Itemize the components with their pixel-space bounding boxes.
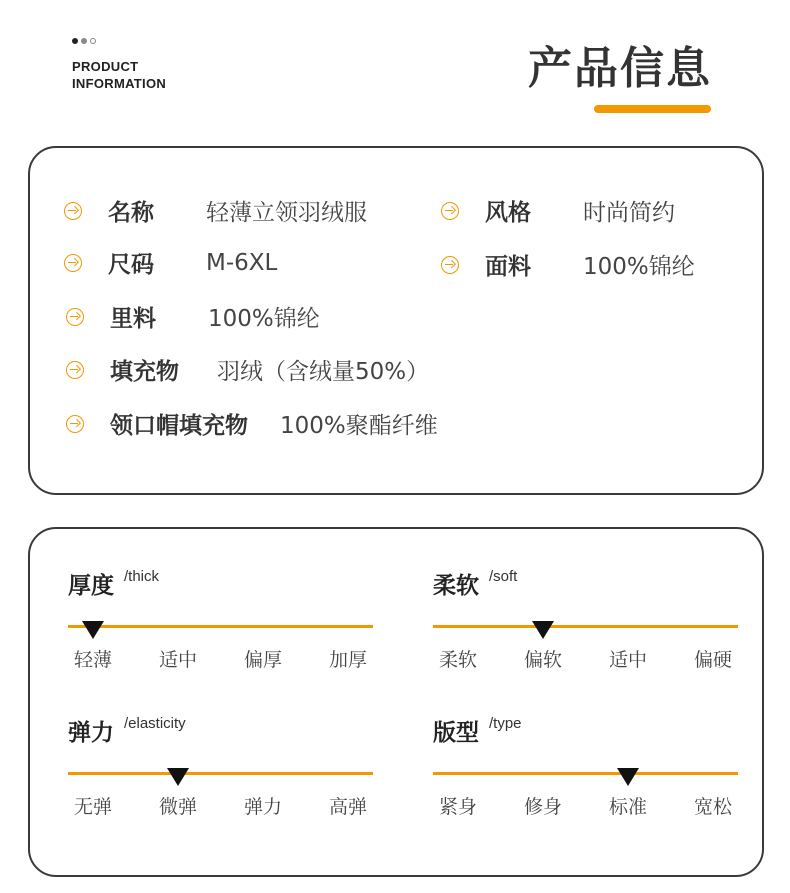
info-value: M-6XL: [206, 249, 278, 276]
info-value: 100%锦纶: [583, 254, 695, 280]
info-row-collar-filling: [66, 407, 438, 440]
arrow-right-circle-icon: [66, 361, 84, 379]
scale-subtitle: /thick: [124, 568, 160, 585]
dot-icon: [72, 38, 78, 44]
info-value: 时尚简约: [583, 200, 675, 226]
info-row-fabric: [441, 248, 695, 281]
scale-line: [68, 772, 373, 775]
product-info-card: [28, 146, 764, 495]
english-heading-line2: INFORMATION: [72, 76, 167, 91]
product-scales-card: [28, 527, 764, 877]
dot-icon: [90, 38, 96, 44]
info-row-lining: [66, 300, 320, 333]
decorative-dots: [72, 38, 96, 44]
scale-tick-label: 轻薄: [73, 649, 112, 671]
scale-marker-triangle-icon: [532, 621, 554, 639]
scale-tick-label: 偏硬: [693, 649, 732, 671]
arrow-right-circle-icon: [64, 202, 82, 220]
info-label: 尺码: [108, 252, 154, 278]
info-label: 风格: [485, 200, 531, 226]
info-label: 领口帽填充物: [110, 413, 248, 439]
scale-line: [433, 625, 738, 628]
scale-title: 柔软: [433, 573, 479, 599]
info-label: 面料: [485, 254, 531, 280]
scale-tick-label: 适中: [158, 649, 197, 671]
info-row-filling: [66, 353, 429, 386]
scale-title: 厚度: [68, 573, 114, 599]
info-row-name: [64, 194, 367, 227]
info-label: 名称: [108, 200, 154, 226]
scale-tick-label: 修身: [523, 796, 562, 818]
scale-subtitle: /soft: [489, 568, 518, 585]
scale-marker-triangle-icon: [167, 768, 189, 786]
scale-tick-label: 紧身: [438, 796, 477, 818]
english-heading-line1: PRODUCT: [72, 59, 139, 74]
page-title: 产品信息: [528, 43, 712, 94]
arrow-right-circle-icon: [441, 256, 459, 274]
scale-tick-label: 加厚: [328, 649, 367, 671]
scale-tick-label: 偏软: [523, 649, 562, 671]
scale-tick-label: 微弹: [158, 796, 197, 818]
arrow-right-circle-icon: [441, 202, 459, 220]
scale-line: [68, 625, 373, 628]
arrow-right-circle-icon: [66, 308, 84, 326]
scale-line: [433, 772, 738, 775]
scale-tick-label: 高弹: [328, 796, 367, 818]
info-row-style: [441, 194, 675, 227]
scale-title: 弹力: [68, 720, 114, 746]
scale-title: 版型: [433, 720, 479, 746]
arrow-right-circle-icon: [64, 254, 82, 272]
scale-subtitle: /elasticity: [124, 715, 186, 732]
info-value: 轻薄立领羽绒服: [206, 200, 367, 226]
scale-tick-label: 弹力: [243, 796, 282, 818]
scale-tick-label: 适中: [608, 649, 647, 671]
info-row-size: [64, 246, 277, 279]
info-value: 100%锦纶: [208, 306, 320, 332]
arrow-right-circle-icon: [66, 415, 84, 433]
scale-tick-label: 偏厚: [243, 649, 282, 671]
scale-tick-label: 无弹: [73, 796, 112, 818]
dot-icon: [81, 38, 87, 44]
info-value: 100%聚酯纤维: [280, 413, 438, 439]
scale-subtitle: /type: [489, 715, 522, 732]
title-underline: [594, 105, 711, 113]
scale-marker-triangle-icon: [82, 621, 104, 639]
info-label: 填充物: [110, 359, 179, 385]
info-value: 羽绒（含绒量50%）: [217, 359, 430, 385]
scale-tick-label: 柔软: [438, 649, 477, 671]
scale-tick-label: 宽松: [693, 796, 732, 818]
scale-tick-label: 标准: [608, 796, 647, 818]
english-heading: [72, 58, 166, 92]
info-label: 里料: [110, 306, 156, 332]
scale-marker-triangle-icon: [617, 768, 639, 786]
